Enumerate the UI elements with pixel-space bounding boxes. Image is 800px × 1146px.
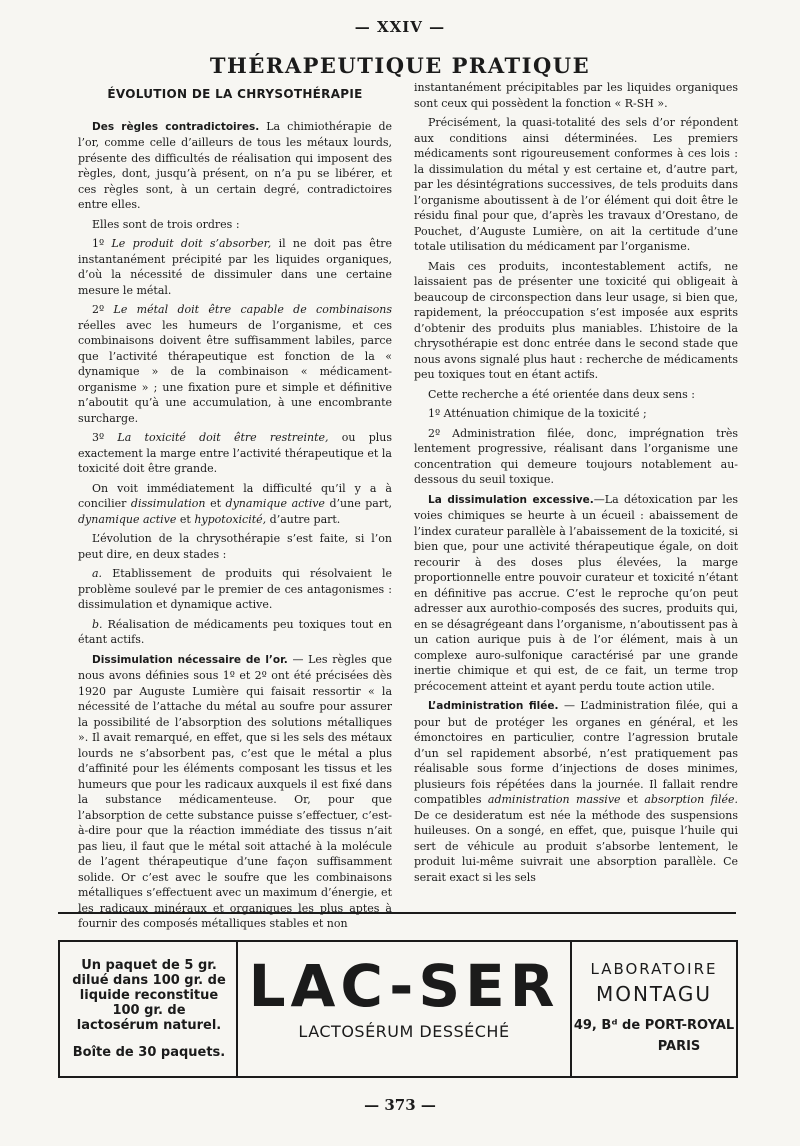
list-number: 3º — [92, 431, 105, 444]
run-in-heading: La dissimulation excessive. — [428, 493, 594, 506]
paragraph-text: et — [179, 512, 191, 526]
run-in-heading: L’administration filée. — [428, 700, 559, 712]
paragraph: 1º Atténuation chimique de la toxicité ; — [428, 407, 647, 420]
list-number: 1º — [92, 237, 105, 250]
italic-text: absorption filée. — [644, 793, 738, 806]
section-title: ÉVOLUTION DE LA CHRYSOTHÉRAPIE — [107, 87, 363, 101]
italic-text: dynamique active — [225, 497, 325, 510]
paragraph — [78, 652, 392, 932]
paragraph — [78, 302, 392, 426]
divider — [58, 912, 736, 914]
ad-packaging: Boîte de 30 paquets. — [72, 1045, 226, 1060]
paragraph-text: —La détoxication par les voies chimiques se heurte à un écueil : abaissement de l’index curateur parallèle à l’abaissement de la toxicité, si bien que, pour une activité thérapeutique égale, on doit recourir à des doses plus élevées, la marge proportionnelle entre pouvoir curateur et toxicité n’étant en définitive pas accrue. C’est le reproche qu’on peut adresser aux aurothio-composés des sucres, produits qui, en se désagrégeant dans l’organisme, n’aboutissent pas à un cation aurique puis à de l’or élément, mais à un complexe auro-sulfonique caractérisé par une grande inertie chimique et qui est, de ce fait, un terme trop précocement atteint et ayant perdu toute action utile. — [414, 492, 738, 693]
paragraph-text: De ce desideratum est née la méthode des suspensions huileuses. On a songé, en effet, que, puisque l’huile qui sert de véhicule au produit s’absorbe lentement, le produit lui-même suivrait une absorption parallèle. Ce serait exact si les sels — [414, 808, 738, 884]
italic-text: hypotoxicité, — [194, 512, 267, 526]
run-in-heading: Dissimulation nécessaire de l’or. — [92, 653, 288, 666]
paragraph: instantanément précipitables par les liquides organiques sont ceux qui possèdent la fonction « R-SH ». — [414, 81, 738, 110]
ad-brand-block — [238, 942, 572, 1076]
paragraph: L’évolution de la chrysothérapie s’est faite, si l’on peut dire, en deux stades : — [78, 532, 392, 561]
left-column — [78, 82, 392, 936]
paragraph — [78, 481, 392, 528]
paragraph — [78, 119, 392, 213]
page-title: THÉRAPEUTIQUE PRATIQUE — [209, 53, 591, 78]
list-label: b. — [92, 617, 103, 631]
run-in-heading: Des règles contradictoires. — [92, 120, 260, 133]
running-header-page-roman: — XXIV — — [354, 18, 446, 36]
paragraph: Cette recherche a été orientée dans deux sens : — [428, 387, 695, 401]
paragraph — [414, 698, 738, 885]
brand-logo: LAC-SER — [248, 952, 560, 1020]
paragraph-text: La chimiothérapie de l’or, comme celle d’ailleurs de tous les métaux lourds, présente des difficultés de réalisation qui imposent des règles, dont, jusqu’à présent, on n’a pu se libérer, et ces règles sont, à un certain degré, contradictoires entre elles. — [78, 119, 392, 211]
paragraph-text: On voit immédiatement la difficulté qu’il y a à concilier — [78, 481, 392, 510]
lab-name: MONTAGU — [595, 982, 713, 1006]
paragraph-text: et — [626, 793, 638, 806]
italic-text: Le métal doit être capable de combinaisons — [113, 303, 392, 316]
italic-text: Le produit doit s’absorber, — [111, 237, 272, 250]
italic-text: La toxicité doit être restreinte, — [117, 431, 329, 444]
right-column — [414, 80, 738, 889]
paragraph — [78, 430, 392, 477]
brand-subtitle: LACTOSÉRUM DESSÉCHÉ — [298, 1022, 510, 1041]
lab-label: LABORATOIRE — [590, 960, 718, 978]
paragraph — [78, 236, 392, 298]
paragraph-text: d’une part, — [329, 497, 393, 510]
italic-text: dissimulation — [130, 497, 206, 510]
ad-description: Un paquet de 5 gr. dilué dans 100 gr. de liquide reconstitue 100 gr. de lactosérum naturel. — [72, 958, 226, 1033]
paragraph-text: et — [210, 497, 221, 510]
paragraph-text: — Les règles que nous avons définies sous 1º et 2º ont été précisées dès 1920 par Auguste Lumière qui faisait ressortir « la nécessité de l’attache du métal au soufre pour assurer la possibilité de l’absorption des solutions métalliques ». Il avait remarqué, en effet, que si les sels des métaux lourds ne s’absorbent pas, c’est que le métal a plus d’affinité pour les éléments composant les tissus et les humeurs que pour les radicaux auxquels il est fixé dans la substance médicamenteuse. Or, pour que l’absorption de cette substance puisse s’effectuer, c’est-à-dire pour que la réaction immédiate des tissus n’ait pas lieu, il faut que le métal soit attaché à la molécule de l’agent thérapeutique d’une façon suffisamment solide. Or c’est avec le soufre que les combinaisons métalliques s’effectuent avec un maximum d’énergie, et les radicaux minéraux et organiques les plus aptes à fournir des composés métalliques stables et non — [78, 652, 392, 930]
ad-instructions — [60, 942, 238, 1076]
italic-text: administration massive — [487, 793, 621, 806]
paragraph-text: Etablissement de produits qui résolvaient le problème soulevé par le premier de ces antagonismes : dissimulation et dynamique active. — [78, 567, 393, 611]
paragraph-text: — L’administration filée, qui a pour but de protéger les organes en général, et les émonctoires en particulier, contre l’agression brutale d’un sel rapidement absorbé, n’est pratiquement pas réalisable sous forme d’injections de doses minimes, plusieurs fois répétées dans la journée. Il fallait rendre compatibles — [414, 699, 739, 806]
paragraph — [78, 566, 392, 613]
paragraph — [78, 617, 392, 648]
paragraph: Mais ces produits, incontestablement actifs, ne laissaient pas de présenter une toxicité qui obligeait à beaucoup de circonspection dans leur usage, si bien que, rapidement, la préoccupation s’est imposée aux esprits d’obtenir des produits plus maniables. L’histoire de la chrysothérapie est donc entrée dans le second stade que nous avons signalé plus haut : recherche de médicaments peu toxiques tout en étant actifs. — [414, 259, 738, 381]
paragraph-text: d’autre part. — [269, 512, 341, 526]
paragraph-text: ou plus exactement la marge entre l’activité thérapeutique et la toxicité doit être grande. — [78, 431, 393, 475]
lab-address: 49, Bᵈ de PORT-ROYAL — [573, 1018, 735, 1033]
list-label: a. — [92, 567, 103, 580]
paragraph: 2º Administration filée, donc, imprégnation très lentement progressive, réalisant dans l’organisme une concentration qui demeure toujours notablement au-dessous du seuil toxique. — [414, 426, 738, 486]
page-number: — 373 — — [364, 1096, 436, 1114]
list-number: 2º — [92, 303, 105, 316]
lab-city: PARIS — [657, 1039, 701, 1054]
paragraph-text: Réalisation de médicaments peu toxiques tout en étant actifs. — [78, 617, 392, 646]
paragraph: Précisément, la quasi-totalité des sels d’or répondent aux conditions ainsi déterminées. Les premiers médicaments sont rigoureusement conformes à ces lois : la dissimulation du métal y est certaine et, d’autre part, par les désintégrations successives, de tels produits dans l’organisme aboutissent à de l’or élément qui doit être le résidu final pour que, d’après les travaux d’Orestano, de Pouchet, d’Auguste Lumière, on ait la certitude d’une totale utilisation du médicament par l’organisme. — [414, 116, 738, 253]
italic-text: dynamique active — [78, 512, 177, 526]
ad-laboratory — [572, 942, 736, 1076]
paragraph: Elles sont de trois ordres : — [92, 217, 240, 231]
paragraph-text: il ne doit pas être instantanément précipité par les liquides organiques, d’où la nécessité de dissimuler dans une certaine mesure le métal. — [78, 237, 393, 297]
paragraph-text: réelles avec les humeurs de l’organisme, et ces combinaisons doivent être suffisamment labiles, parce que l’activité thérapeutique est fonction de la « dynamique » de la combinaison « médicament-organisme » ; une fixation pure et simple et définitive n’aboutit qu’à une accumulation, à une encombrante surcharge. — [78, 318, 392, 425]
paragraph — [414, 492, 738, 695]
advertisement — [58, 940, 738, 1078]
